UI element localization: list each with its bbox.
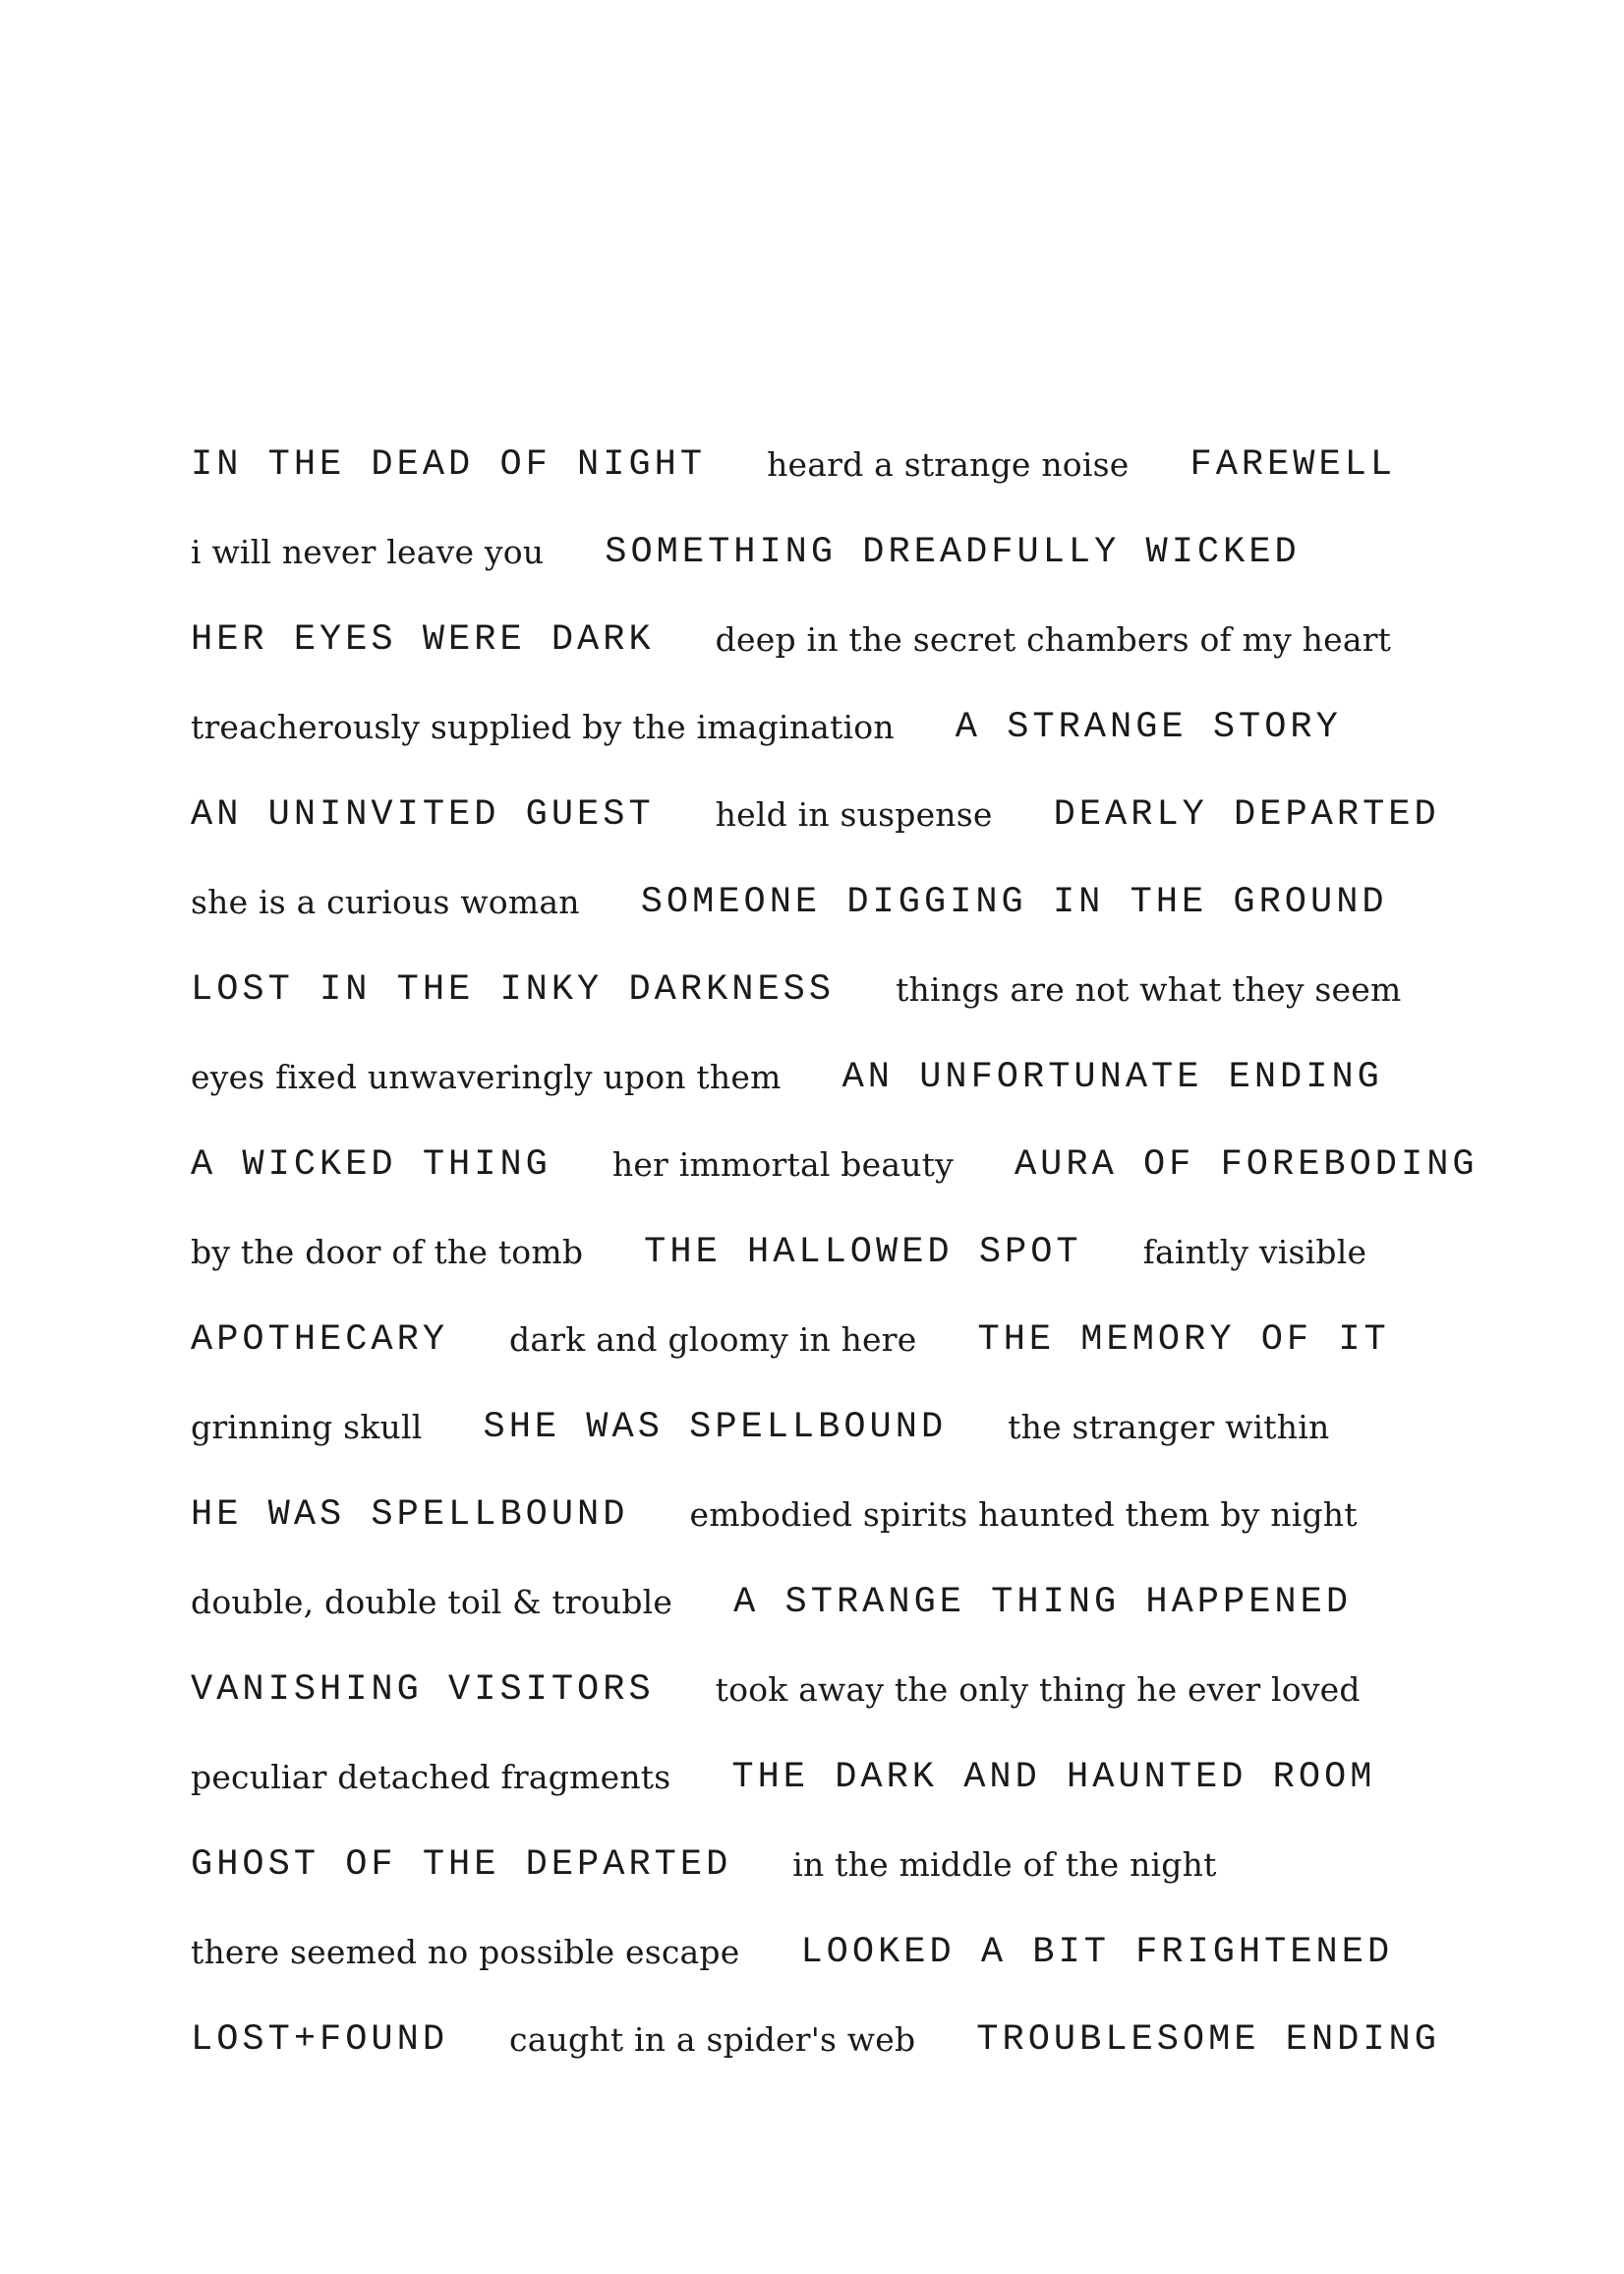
phrase: dark and gloomy in here — [509, 1320, 917, 1359]
phrase-row — [191, 1996, 1606, 2083]
phrase-row — [191, 1646, 1606, 1733]
phrase: in the middle of the night — [792, 1845, 1217, 1884]
phrase: LOST+FOUND — [191, 2018, 449, 2061]
phrase: THE DARK AND HAUNTED ROOM — [731, 1756, 1376, 1798]
phrase: eyes fixed unwaveringly upon them — [191, 1058, 782, 1096]
phrase: IN THE DEAD OF NIGHT — [191, 443, 707, 486]
phrase: TROUBLESOME ENDING — [976, 2018, 1440, 2061]
phrase: A STRANGE STORY — [955, 706, 1342, 748]
phrase: the stranger within — [1008, 1408, 1330, 1446]
phrase: LOOKED A BIT FRIGHTENED — [800, 1931, 1394, 1973]
phrase: HER EYES WERE DARK — [191, 618, 655, 661]
phrase-row — [191, 1033, 1606, 1121]
phrase: HE WAS SPELLBOUND — [191, 1493, 629, 1536]
phrase: her immortal beauty — [611, 1145, 954, 1184]
phrase-row — [191, 1383, 1606, 1471]
phrase: things are not what they seem — [896, 970, 1402, 1009]
phrase-row — [191, 946, 1606, 1033]
phrase: FAREWELL — [1189, 443, 1397, 486]
phrase-row — [191, 421, 1606, 508]
phrase-row — [191, 1296, 1606, 1383]
phrase: double, double toil & trouble — [191, 1583, 673, 1621]
phrase: grinning skull — [191, 1408, 423, 1446]
phrase: took away the only thing he ever loved — [715, 1670, 1361, 1709]
phrase: i will never leave you — [191, 533, 545, 571]
phrase: SHE WAS SPELLBOUND — [483, 1406, 948, 1448]
phrase-row — [191, 596, 1606, 683]
phrase: AURA OF FOREBODING — [1014, 1143, 1479, 1186]
phrase-row — [191, 1121, 1606, 1208]
phrase: A WICKED THING — [191, 1143, 551, 1186]
phrase: VANISHING VISITORS — [191, 1668, 655, 1711]
phrase: AN UNFORTUNATE ENDING — [841, 1056, 1383, 1098]
phrase: embodied spirits haunted them by night — [689, 1495, 1358, 1534]
phrase: A STRANGE THING HAPPENED — [733, 1581, 1353, 1623]
phrase: held in suspense — [715, 795, 993, 834]
phrase: DEARLY DEPARTED — [1053, 793, 1440, 836]
phrase: faintly visible — [1142, 1233, 1367, 1271]
phrase: THE HALLOWED SPOT — [644, 1231, 1082, 1273]
phrase-row — [191, 1471, 1606, 1558]
phrase-row — [191, 1558, 1606, 1646]
phrase: LOST IN THE INKY DARKNESS — [191, 968, 836, 1011]
phrase-list — [191, 421, 1606, 2083]
phrase: deep in the secret chambers of my heart — [715, 620, 1392, 659]
phrase-row — [191, 683, 1606, 771]
phrase-row — [191, 1821, 1606, 1908]
phrase: THE MEMORY OF IT — [977, 1318, 1390, 1361]
phrase-row — [191, 1733, 1606, 1821]
phrase: by the door of the tomb — [191, 1233, 584, 1271]
phrase: there seemed no possible escape — [191, 1933, 740, 1971]
phrase-row — [191, 508, 1606, 596]
phrase-row — [191, 1208, 1606, 1296]
phrase: she is a curious woman — [191, 883, 580, 921]
phrase: SOMEONE DIGGING IN THE GROUND — [640, 881, 1388, 923]
phrase-row — [191, 1908, 1606, 1996]
phrase: treacherously supplied by the imagination — [191, 708, 895, 746]
phrase: AN UNINVITED GUEST — [191, 793, 655, 836]
phrase: GHOST OF THE DEPARTED — [191, 1843, 732, 1886]
phrase-row — [191, 771, 1606, 858]
phrase-row — [191, 858, 1606, 946]
phrase: heard a strange noise — [767, 445, 1130, 484]
phrase: SOMETHING DREADFULLY WICKED — [605, 531, 1301, 573]
phrase: caught in a spider's web — [509, 2020, 916, 2059]
phrase: peculiar detached fragments — [191, 1758, 671, 1796]
phrase: APOTHECARY — [191, 1318, 449, 1361]
